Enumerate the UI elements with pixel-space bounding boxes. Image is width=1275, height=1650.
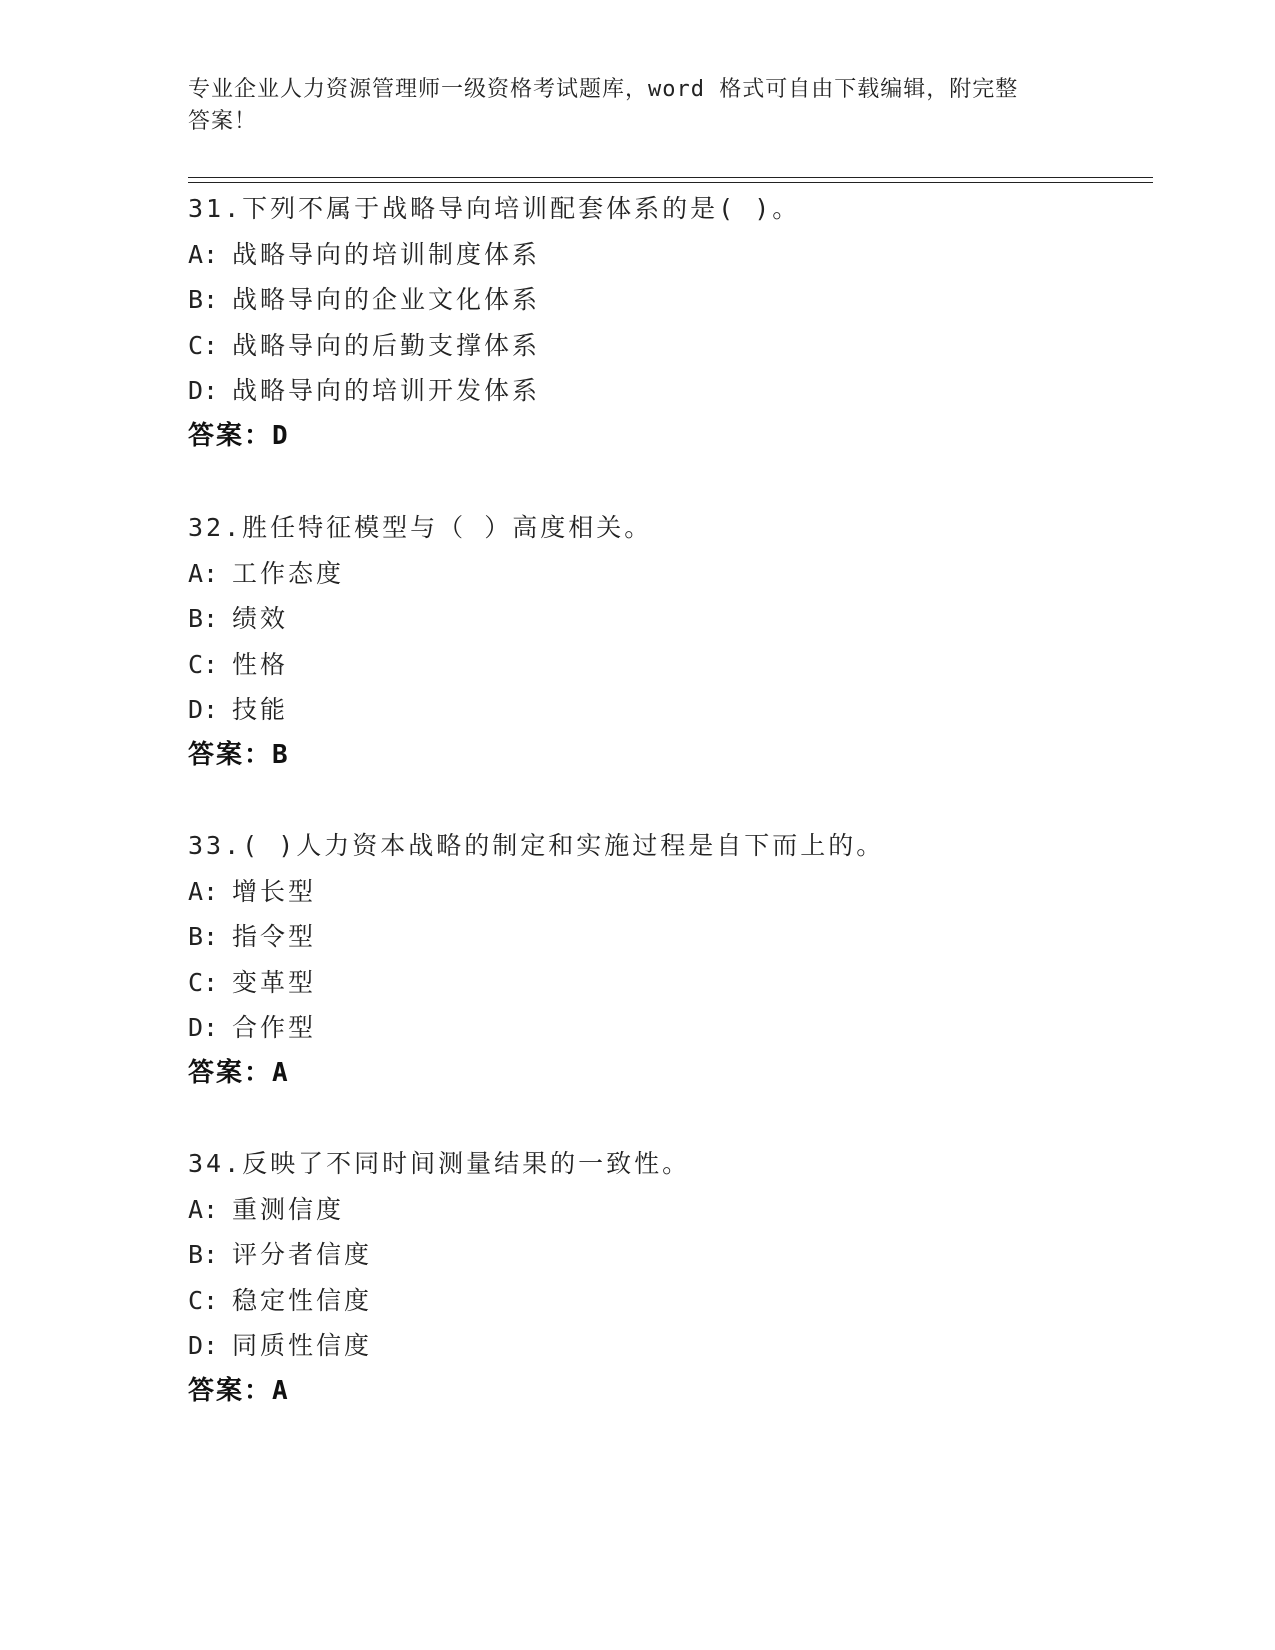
answer-line: 答案：A — [188, 1057, 290, 1088]
option-b — [188, 914, 1148, 960]
answer-line: 答案：A — [188, 1375, 290, 1406]
question-33 — [188, 823, 1148, 1096]
option-d — [188, 368, 1148, 414]
option-text: 合作型 — [232, 1013, 317, 1042]
option-key: D: — [188, 1331, 219, 1360]
option-key: A: — [188, 1194, 219, 1224]
option-key: C: — [188, 967, 219, 997]
option-text: 性格 — [232, 649, 289, 679]
question-34 — [188, 1141, 1148, 1414]
option-c — [188, 642, 1148, 688]
question-31 — [188, 186, 1148, 459]
option-text: 评分者信度 — [232, 1240, 373, 1269]
option-key: D: — [188, 376, 219, 405]
option-text: 指令型 — [232, 922, 317, 951]
option-key: D: — [188, 695, 219, 724]
option-text: 稳定性信度 — [232, 1285, 373, 1315]
header-divider-top — [188, 177, 1153, 178]
question-32 — [188, 505, 1148, 778]
option-text: 战略导向的培训开发体系 — [232, 376, 541, 405]
option-a — [188, 1187, 1148, 1233]
option-b — [188, 596, 1148, 642]
option-d — [188, 1323, 1148, 1369]
option-c — [188, 1278, 1148, 1324]
option-text: 技能 — [232, 695, 289, 724]
option-d — [188, 687, 1148, 733]
header-divider-bottom — [188, 182, 1153, 183]
header-line-1: 专业企业人力资源管理师一级资格考试题库，word 格式可自由下载编辑，附完整 — [188, 77, 1019, 102]
option-text: 工作态度 — [232, 558, 345, 588]
option-key: C: — [188, 330, 219, 360]
option-c — [188, 323, 1148, 369]
option-c — [188, 960, 1148, 1006]
option-text: 同质性信度 — [232, 1331, 373, 1360]
question-title: 32.胜任特征模型与（ ）高度相关。 — [188, 513, 653, 542]
option-text: 增长型 — [232, 876, 317, 906]
option-a — [188, 551, 1148, 597]
option-text: 战略导向的企业文化体系 — [232, 285, 541, 314]
option-d — [188, 1005, 1148, 1051]
option-text: 战略导向的后勤支撑体系 — [232, 330, 541, 360]
option-key: A: — [188, 558, 219, 588]
option-key: C: — [188, 1285, 219, 1315]
option-b — [188, 1232, 1148, 1278]
option-key: C: — [188, 649, 219, 679]
question-title: 34.反映了不同时间测量结果的一致性。 — [188, 1149, 691, 1178]
option-key: A: — [188, 239, 219, 269]
question-title: 31.下列不属于战略导向培训配套体系的是( )。 — [188, 194, 801, 223]
question-title: 33.( )人力资本战略的制定和实施过程是自下而上的。 — [188, 831, 885, 860]
header-line-2: 答案！ — [188, 109, 258, 134]
option-key: A: — [188, 876, 219, 906]
document-header — [188, 74, 1068, 138]
answer-line: 答案：D — [188, 420, 290, 451]
option-key: B: — [188, 922, 219, 951]
option-text: 变革型 — [232, 967, 317, 997]
option-text: 绩效 — [232, 604, 289, 633]
option-b — [188, 277, 1148, 323]
option-text: 战略导向的培训制度体系 — [232, 239, 541, 269]
option-a — [188, 869, 1148, 915]
option-key: B: — [188, 1240, 219, 1269]
option-key: D: — [188, 1013, 219, 1042]
option-a — [188, 232, 1148, 278]
option-key: B: — [188, 604, 219, 633]
option-text: 重测信度 — [232, 1194, 345, 1224]
answer-line: 答案：B — [188, 739, 290, 770]
option-key: B: — [188, 285, 219, 314]
